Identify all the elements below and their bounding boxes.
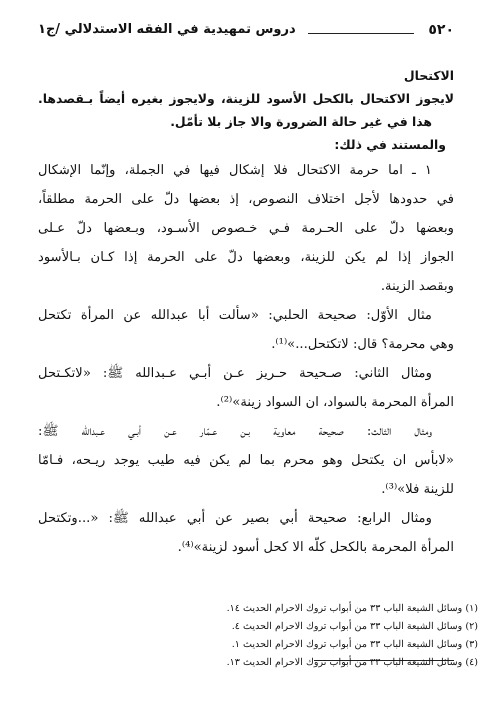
text-line: مثال الأوّل: صحيحة الحلبي: «سألت أبا عبدالله عن المرأة تكتحل bbox=[38, 308, 432, 323]
footnote: (٢) وسائل الشيعة الباب ٣٣ من أبواب تروك الاحرام الحديث ٤. bbox=[231, 621, 478, 632]
rulings-block bbox=[38, 64, 454, 133]
text-line: ومثال الثالث: صحيحة معاوية بـن عـمّار عـن أبـي عـبدالله ﷺ: bbox=[38, 424, 432, 439]
header-rule bbox=[308, 33, 414, 34]
text-line: ومثال الثاني: صـحيحة حـريز عـن أبـي عـبدالله ﷺ: «لاتكـتحل bbox=[38, 366, 432, 381]
text-line: وبعضها دلّ على الحـرمة فـي خـصوص الأسـود، وبـعضها دلّ عـلى bbox=[38, 221, 454, 236]
evidence-intro: والمستند في ذلك: bbox=[334, 137, 446, 152]
text-line: ١ ـ اما حرمة الاكتحال فلا إشكال فيها في الجملة، وإنّما الإشكال bbox=[38, 163, 432, 178]
footnote: (١) وسائل الشيعة الباب ٣٣ من أبواب تروك الاحرام الحديث ١٤. bbox=[226, 603, 478, 614]
page-number: ٥٢٠ bbox=[428, 22, 454, 38]
text-line: الجواز إذا لم يكن للزينة، وبعضها دلّ على الحرمة إذا كـان بـالأسود bbox=[38, 250, 454, 265]
page-body bbox=[38, 64, 454, 562]
ruling-line: هذا في غير حالة الضرورة والا جاز بلا تأمّل. bbox=[170, 114, 432, 129]
text-line: في حدودها لأجل اختلاف النصوص، إذ بعضها دلّ على الحرمة مطلقاً، bbox=[38, 192, 454, 207]
section-topic: الاكتحال bbox=[403, 68, 454, 83]
text-line: وهي محرمة؟ قال: لاتكتحل...»⁽¹⁾. bbox=[271, 337, 454, 352]
text-line: ومثال الرابع: صحيحة أبي بصير عن أبي عبدالله ﷺ: «...وتكتحل bbox=[38, 511, 432, 526]
text-line: المرأة المحرمة بالكحل كلّه الا كحل أسود لزينة»⁽⁴⁾. bbox=[177, 540, 454, 555]
running-title: دروس تمهيدية في الفقه الاستدلالي /ج١ bbox=[38, 22, 296, 37]
text-line: للزينة فلا»⁽³⁾. bbox=[381, 482, 454, 497]
footnote: (٣) وسائل الشيعة الباب ٣٣ من أبواب تروك الاحرام الحديث ١. bbox=[231, 639, 478, 650]
main-text bbox=[38, 156, 454, 562]
text-line: «لابأس ان يكتحل وهو محرم بما لم يكن فيه طيب يوجد ريـحه، فـامّا bbox=[38, 453, 454, 468]
page-header bbox=[38, 22, 454, 44]
text-line: وبقصد الزينة. bbox=[380, 279, 454, 294]
text-line: المرأة المحرمة بالسواد، ان السواد زينة»⁽²⁾. bbox=[216, 395, 454, 410]
footnotes bbox=[60, 600, 478, 672]
footnote: (٤) وسائل الشيعة الباب ٣٣ من أبواب تروك الاحرام الحديث ١٣. bbox=[226, 657, 478, 668]
ruling-line: لايجوز الاكتحال بالكحل الأسود للزينة، ولايجوز بغيره أيضاً بـقصدها. bbox=[38, 91, 454, 106]
